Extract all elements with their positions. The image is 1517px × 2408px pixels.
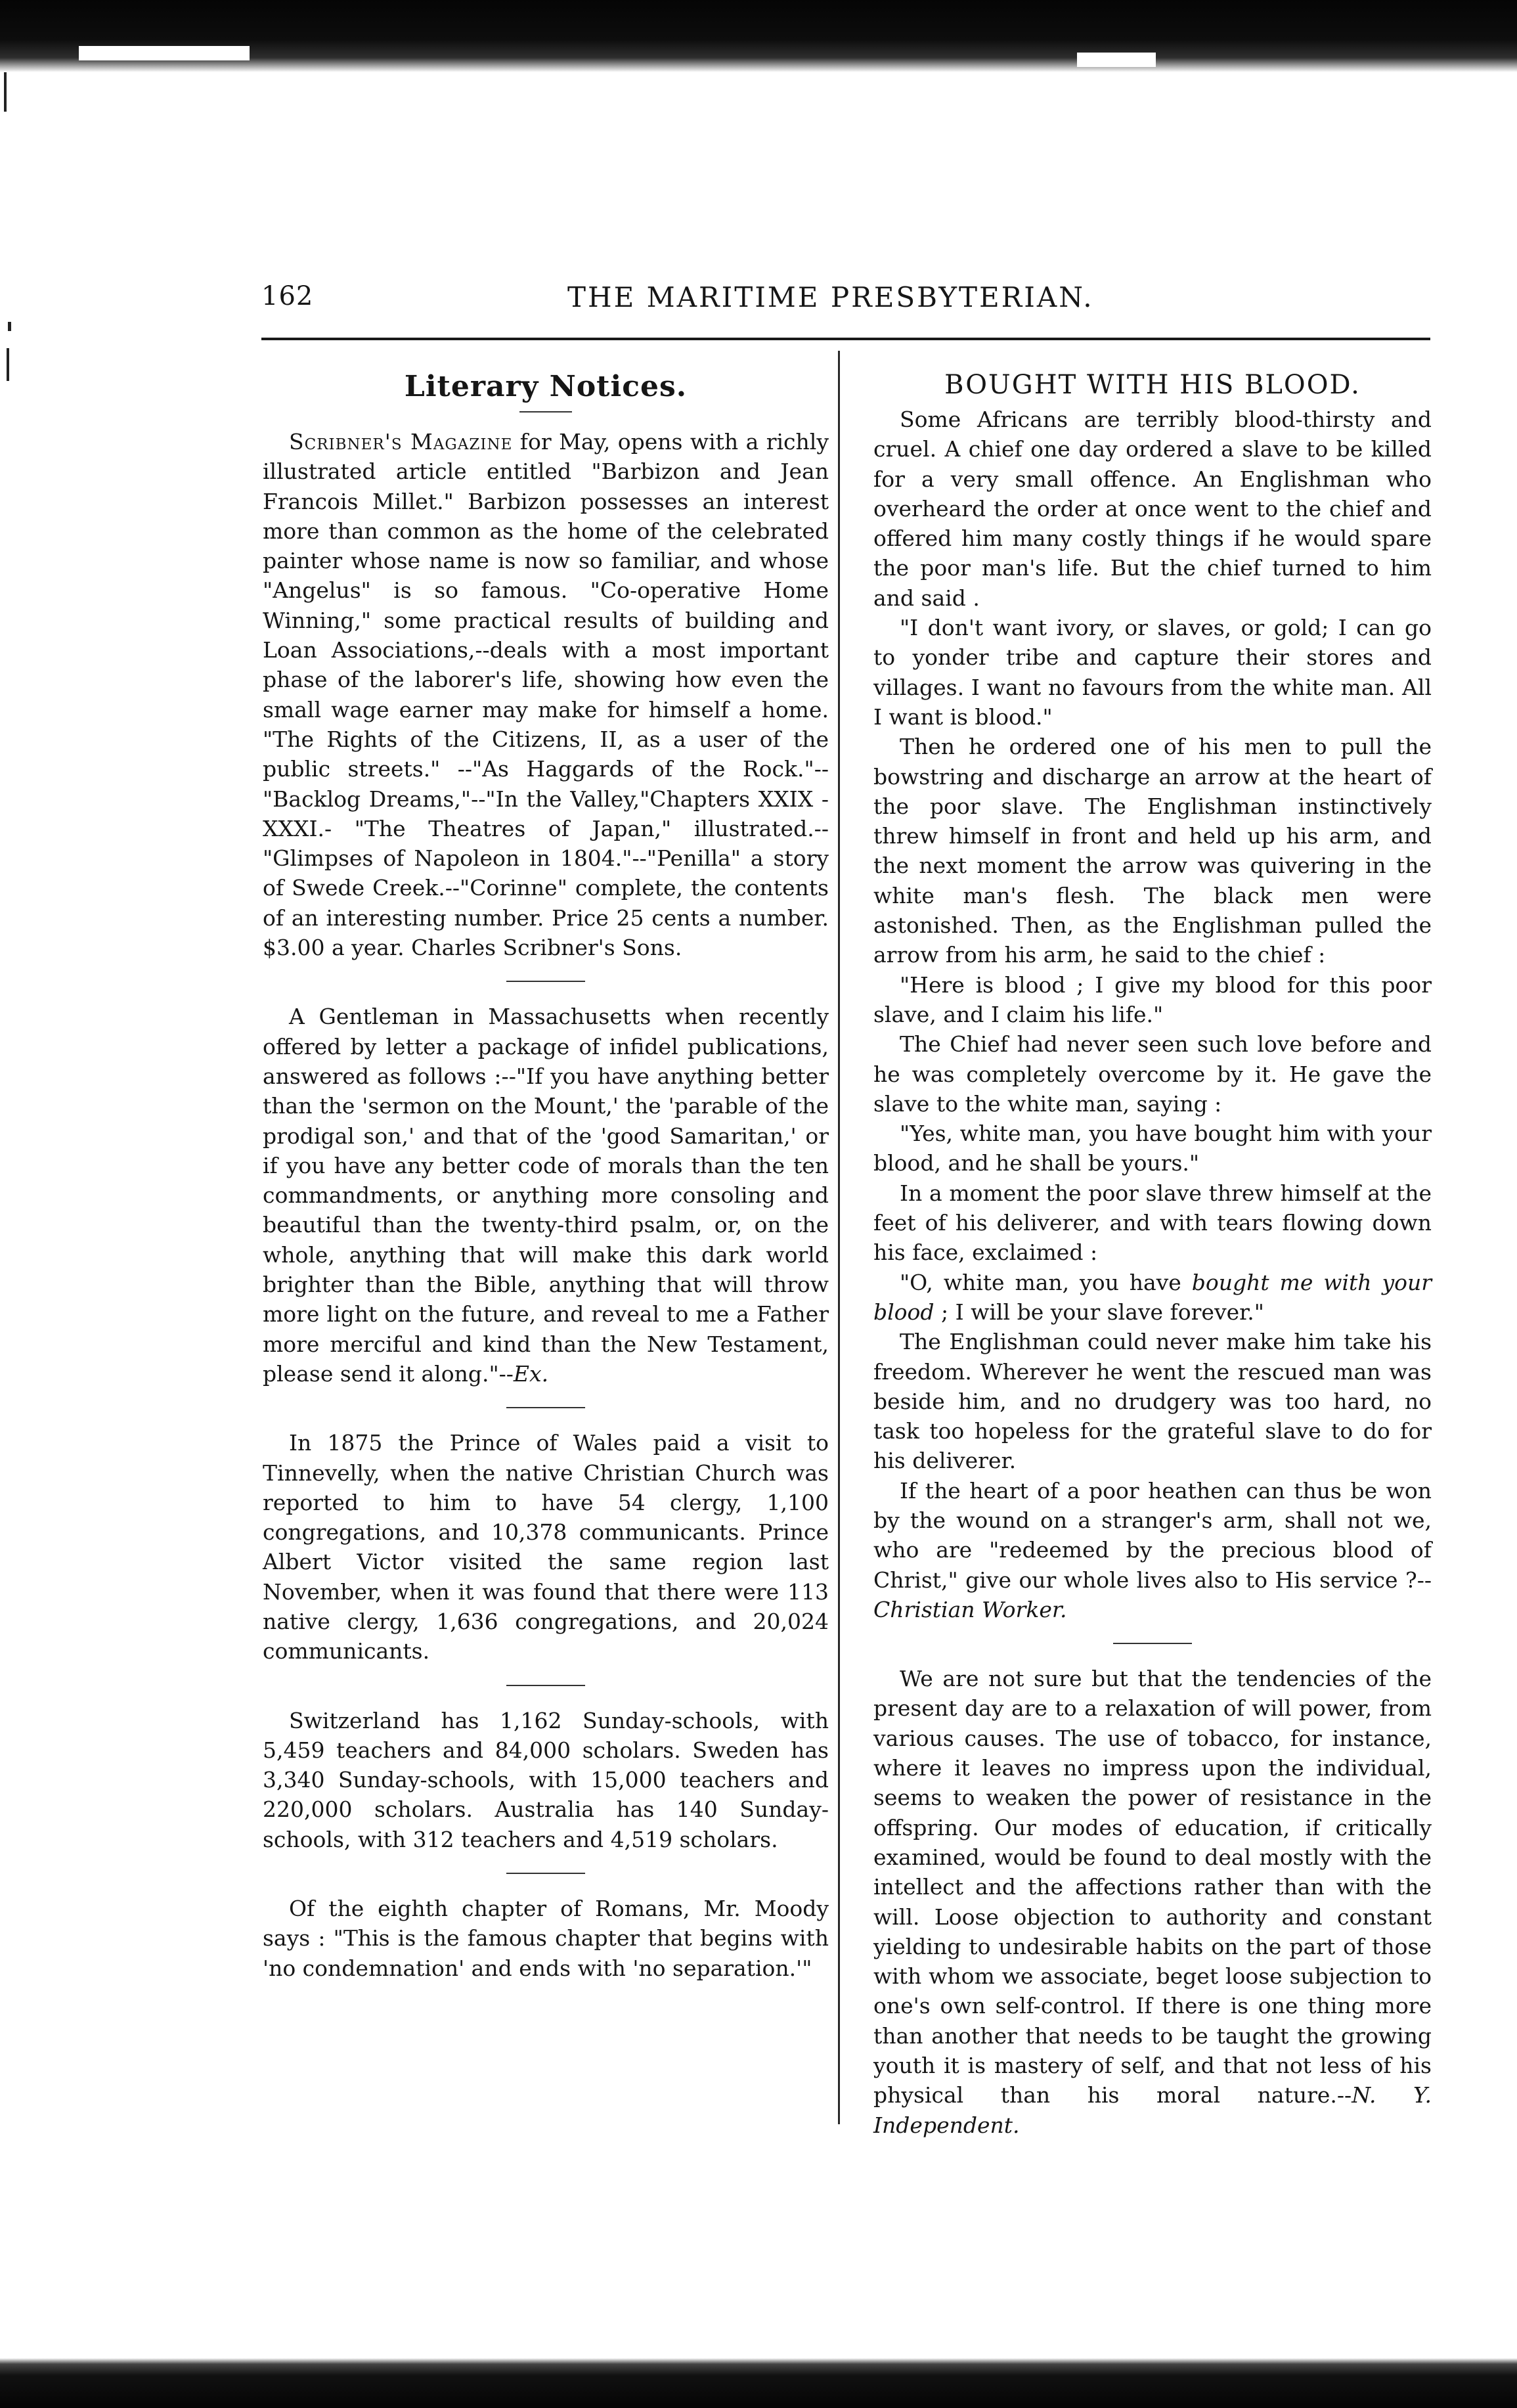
article-paragraph: "I don't want ivory, or slaves, or gold; I can go to yonder tribe and capture their stores and villages. I want no favours from the white man. All I want is blood." bbox=[873, 615, 1432, 730]
notice-tinnevelly: In 1875 the Prince of Wales paid a visit to Tinnevelly, when the native Christian Church was reported to him to have 54 clergy, 1,100 congregations, and 10,378 communicants. Prince Albert Victor visited the same region last November, when it was found that there were 113 native clergy, 1,636 congregations, and 20,024 communicants. bbox=[263, 1430, 829, 1664]
page-number: 162 bbox=[261, 281, 314, 311]
notice-text: for May, opens with a richly illustrated article entitled "Barbizon and Jean Francois Millet." Barbizon possesses an interest more than common as the home of the celebrated painter whose name is now so familiar, and whose "Angelus" is so famous. "Co-operative Home Winning," some practical results of building and Loan Associations,--deals with a most important phase of the laborer's life, showing how even the small wage earner may make for himself a home. "The Rights of the Citizens, II, as a user of the public streets." --"As Haggards of the Rock."--"Backlog Dreams,"--"In the Valley,"Chapters XXIX -XXXI.- "The Theatres of Japan," illustrated.--"Glimpses of Napoleon in 1804."--"Penilla" a story of Swede Creek.--"Corinne" complete, the contents of an interesting number. Price 25 cents a number. $3.00 a year. Charles Scribner's Sons. bbox=[263, 429, 829, 961]
article-paragraph: Then he ordered one of his men to pull the bowstring and discharge an arrow at the heart of the poor slave. The Englishman instinctively threw himself in front and held up his arm, and the next moment the arrow was quivering in the white man's flesh. The black men were astonished. Then, as the Englishman pulled the arrow from his arm, he said to the chief : bbox=[873, 734, 1432, 968]
quote-text: ; I will be your slave forever." bbox=[934, 1299, 1264, 1325]
article-source: Christian Worker. bbox=[873, 1596, 1067, 1622]
notice-gentleman bbox=[263, 1002, 829, 1389]
section-separator bbox=[506, 1407, 585, 1408]
will-power-paragraph bbox=[873, 1664, 1432, 2140]
paragraph-text: If the heart of a poor heathen can thus be won by the wound on a stranger's arm, shall not we, who are "redeemed by the precious blood of Christ," give our whole lives also to His service ?-- bbox=[873, 1477, 1432, 1593]
article-paragraph bbox=[873, 1268, 1432, 1327]
heading-rule bbox=[519, 411, 572, 412]
article-heading: BOUGHT WITH HIS BLOOD. bbox=[944, 370, 1361, 400]
article-paragraph bbox=[873, 1476, 1432, 1624]
article-paragraph: Some Africans are terribly blood-thirsty and cruel. A chief one day ordered a slave to be killed for a very small offence. An Englishman who overheard the order at once went to the chief and offered him many costly things if he would spare the poor man's life. But the chief turned to him and said . bbox=[873, 407, 1432, 611]
notice-moody: Of the eighth chapter of Romans, Mr. Moody says : "This is the famous chapter that begins with 'no condemnation' and ends with 'no separation.'" bbox=[263, 1896, 829, 1981]
paragraph-text: We are not sure but that the tendencies of the present day are to a relaxation of will power, from various causes. The use of tobacco, for instance, where it leaves no impress upon the individual, seems to weaken the power of resistance in the offspring. Our modes of education, if critically examined, would be found to deal mostly with the intellect and the affections rather than with the will. Loose objection to authority and constant yielding to undesirable habits on the part of those with whom we associate, beget loose subjection to one's own self-control. If there is one thing more than another that needs to be taught the growing youth it is mastery of self, and that not less of his physical than his moral nature.-- bbox=[873, 1666, 1432, 2108]
article-paragraph: "Here is blood ; I give my blood for this poor slave, and I claim his life." bbox=[873, 971, 1432, 1027]
article-source: N. Y. Independent. bbox=[873, 2082, 1432, 2138]
article-paragraph: In a moment the poor slave threw himself at the feet of his deliverer, and with tears flowing down his face, exclaimed : bbox=[873, 1180, 1432, 1266]
section-separator bbox=[1113, 1643, 1192, 1644]
running-head: THE MARITIME PRESBYTERIAN. bbox=[567, 281, 1094, 313]
notice-scribners bbox=[263, 427, 829, 962]
notice-source: Ex. bbox=[513, 1360, 549, 1387]
article-paragraph: "Yes, white man, you have bought him with your blood, and he shall be yours." bbox=[873, 1121, 1432, 1176]
notice-text: A Gentleman in Massachusetts when recently offered by letter a package of infidel publications, answered as follows :--"If you have anything better than the 'sermon on the Mount,' the 'parable of the prodigal son,' and that of the 'good Samaritan,' or if you have any better code of morals than the ten commandments, or anything more consoling and beautiful than the twenty-third psalm, or, on the whole, anything that will make this dark world brighter than the Bible, anything that will throw more light on the future, and reveal to me a Father more merciful and kind than the New Testament, please send it along."-- bbox=[263, 1004, 829, 1387]
quote-emphasis: bought me with your blood bbox=[873, 1269, 1432, 1325]
left-column bbox=[263, 368, 829, 1983]
right-column bbox=[873, 368, 1432, 2140]
article-paragraph: The Chief had never seen such love before and he was completely overcome by it. He gave the slave to the white man, saying : bbox=[873, 1031, 1432, 1117]
section-separator bbox=[506, 1873, 585, 1874]
literary-notices-heading: Literary Notices. bbox=[404, 370, 688, 403]
quote-text: "O, white man, you have bbox=[900, 1269, 1192, 1295]
notice-sunday-schools: Switzerland has 1,162 Sunday-schools, with 5,459 teachers and 84,000 scholars. Sweden has 3,340 Sunday-schools, with 15,000 teachers and 220,000 scholars. Australia has 140 Sunday-schools, with 312 teachers and 4,519 scholars. bbox=[263, 1707, 829, 1852]
section-separator bbox=[506, 1685, 585, 1686]
page-header bbox=[261, 281, 1430, 321]
notice-lead: Scribner's Magazine bbox=[289, 429, 513, 455]
section-separator bbox=[506, 981, 585, 982]
article-paragraph: The Englishman could never make him take his freedom. Wherever he went the rescued man was beside him, and no drudgery was too hard, no task too hopeless for the grateful slave to do for his deliverer. bbox=[873, 1329, 1432, 1474]
header-rule bbox=[261, 338, 1430, 340]
column-divider bbox=[838, 351, 840, 2124]
